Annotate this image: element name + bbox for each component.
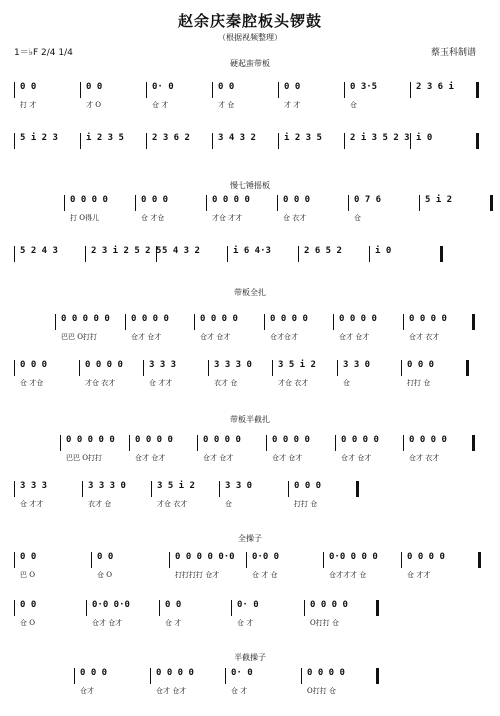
barline [150, 668, 151, 684]
measure-notes: 0 3·5 [350, 82, 378, 92]
barline [146, 82, 147, 98]
barline [125, 314, 126, 330]
barline [79, 360, 80, 376]
barline [86, 600, 87, 616]
measure-notes: i 2 3 5 [284, 133, 322, 143]
measure-notes: 0 0 0 [141, 195, 169, 205]
percussion-syllables: 仓才 [80, 687, 94, 695]
percussion-syllables: 仓才 仓才 [156, 687, 187, 695]
percussion-syllables: 衣才 仓 [214, 379, 238, 387]
barline [14, 600, 15, 616]
barline [298, 246, 299, 262]
percussion-syllables: 才仓 才才 [212, 214, 243, 222]
notation-row [74, 668, 376, 700]
final-barline [478, 552, 481, 568]
percussion-syllables: 才仓 衣才 [157, 500, 188, 508]
section-title: 硬起蛮带板 [230, 59, 270, 68]
barline [264, 314, 265, 330]
barline [403, 435, 404, 451]
measure-notes: 0 0 [86, 82, 103, 92]
final-barline [466, 360, 469, 376]
barline [401, 552, 402, 568]
measure-notes: 0 0 0 [283, 195, 311, 205]
notation-row [14, 481, 356, 513]
percussion-syllables: 仓 才 [165, 619, 182, 627]
measure-notes: 0 0 0 [80, 668, 108, 678]
barline [333, 314, 334, 330]
barline [169, 552, 170, 568]
barline [14, 246, 15, 262]
measure-notes: 0 0 0 [20, 360, 48, 370]
final-barline [472, 314, 475, 330]
barline [135, 195, 136, 211]
percussion-syllables: 仓 [343, 379, 350, 387]
percussion-syllables: 仓才 仓才 [200, 333, 231, 341]
percussion-syllables: 仓 O [20, 619, 35, 627]
percussion-syllables: 仓 才才 [20, 500, 44, 508]
barline [337, 360, 338, 376]
percussion-syllables: 仓才 仓才 [92, 619, 123, 627]
notation-row [14, 133, 476, 165]
percussion-syllables: 仓才 仓才 [341, 454, 372, 462]
final-barline [440, 246, 443, 262]
barline [246, 552, 247, 568]
measure-notes: 0 0 0 0 [156, 668, 194, 678]
barline [212, 82, 213, 98]
final-barline [356, 481, 359, 497]
barline [206, 195, 207, 211]
barline [60, 435, 61, 451]
measure-notes: 0 0 [20, 600, 37, 610]
barline [369, 246, 370, 262]
percussion-syllables: 巴 O [20, 571, 35, 579]
barline [212, 133, 213, 149]
measure-notes: 5 4 3 2 [162, 246, 200, 256]
percussion-syllables: 仓 [354, 214, 361, 222]
barline [410, 133, 411, 149]
percussion-syllables: O打打 仓 [307, 687, 336, 695]
section-title: 带板半截扎 [230, 415, 270, 424]
barline [129, 435, 130, 451]
percussion-syllables: 仓 [225, 500, 232, 508]
percussion-syllables: 仓才才才 仓 [329, 571, 367, 579]
final-barline [472, 435, 475, 451]
barline [266, 435, 267, 451]
percussion-syllables: 仓才 仓才 [203, 454, 234, 462]
barline [146, 133, 147, 149]
barline [14, 82, 15, 98]
notation-row [64, 195, 490, 227]
measure-notes: 0 0 0 0 [272, 435, 310, 445]
final-barline [376, 668, 379, 684]
barline [14, 133, 15, 149]
measure-notes: 0 0 [97, 552, 114, 562]
percussion-syllables: 仓才 仓才 [272, 454, 303, 462]
barline [231, 600, 232, 616]
section-title: 带板全扎 [234, 288, 266, 297]
barline [74, 668, 75, 684]
barline [80, 82, 81, 98]
measure-notes: 3 5 i 2 [157, 481, 195, 491]
measure-notes: 0 0 0 0 0·0 [175, 552, 235, 562]
measure-notes: 0 0 0 0 [131, 314, 169, 324]
section-title: 半截操子 [234, 653, 266, 662]
percussion-syllables: 仓 才 [231, 687, 248, 695]
measure-notes: 3 3 3 [149, 360, 177, 370]
barline [82, 481, 83, 497]
measure-notes: 2 3 i 2 5 2 5 [91, 246, 162, 256]
barline [159, 600, 160, 616]
percussion-syllables: 仓 才仓 [141, 214, 165, 222]
measure-notes: 3 3 0 [343, 360, 371, 370]
measure-notes: 5 2 4 3 [20, 246, 58, 256]
percussion-syllables: 打打 仓 [407, 379, 431, 387]
measure-notes: 0·0 0 [252, 552, 280, 562]
percussion-syllables: 才 才 [284, 101, 301, 109]
notation-row [55, 314, 472, 346]
notation-row [14, 360, 466, 392]
measure-notes: 0·0 0·0 [92, 600, 130, 610]
percussion-syllables: 仓才 衣才 [409, 454, 440, 462]
barline [348, 195, 349, 211]
measure-notes: i 2 3 5 [86, 133, 124, 143]
measure-notes: i 0 [416, 133, 433, 143]
measure-notes: 3 3 0 [225, 481, 253, 491]
barline [344, 133, 345, 149]
measure-notes: 2 3 6 2 [152, 133, 190, 143]
measure-notes: 2 6 5 2 [304, 246, 342, 256]
notation-row [14, 552, 478, 584]
barline [151, 481, 152, 497]
barline [401, 360, 402, 376]
measure-notes: 0 0 [218, 82, 235, 92]
barline [208, 360, 209, 376]
barline [194, 314, 195, 330]
percussion-syllables: 打打 仓 [294, 500, 318, 508]
section-title: 慢七锤摇板 [230, 181, 270, 190]
barline [225, 668, 226, 684]
barline [14, 360, 15, 376]
transcriber-credit: 蔡玉科制谱 [430, 48, 476, 58]
key-signature: 1＝♭F 2/4 1/4 [14, 48, 73, 58]
barline [80, 133, 81, 149]
measure-notes: 0 0 0 0 [85, 360, 123, 370]
barline [410, 82, 411, 98]
measure-notes: 0 0 0 0 [407, 552, 445, 562]
measure-notes: 0 0 [20, 552, 37, 562]
measure-notes: 0 0 0 0 [135, 435, 173, 445]
barline [14, 481, 15, 497]
measure-notes: 2 i 3 5 2 3 [350, 133, 410, 143]
barline [403, 314, 404, 330]
barline [301, 668, 302, 684]
measure-notes: 5 i 2 [425, 195, 453, 205]
measure-notes: 0 0 0 0 [200, 314, 238, 324]
measure-notes: i 0 [375, 246, 392, 256]
notation-row [60, 435, 472, 467]
percussion-syllables: 仓 才才 [407, 571, 431, 579]
barline [278, 133, 279, 149]
percussion-syllables: 仓才 仓才 [135, 454, 166, 462]
barline [344, 82, 345, 98]
measure-notes: 0· 0 [152, 82, 174, 92]
measure-notes: 0 0 0 0 [339, 314, 377, 324]
measure-notes: 3 4 3 2 [218, 133, 256, 143]
final-barline [476, 133, 479, 149]
percussion-syllables: 仓才 仓才 [339, 333, 370, 341]
percussion-syllables: 打 O得儿 [70, 214, 99, 222]
barline [91, 552, 92, 568]
measure-notes: 3 3 3 0 [88, 481, 126, 491]
measure-notes: 0 0 0 0 [409, 314, 447, 324]
measure-notes: 0 0 0 0 [409, 435, 447, 445]
percussion-syllables: 打打打打 仓才 [175, 571, 220, 579]
measure-notes: 5 i 2 3 [20, 133, 58, 143]
measure-notes: 0 0 0 [294, 481, 322, 491]
barline [288, 481, 289, 497]
measure-notes: 2 3 6 i [416, 82, 454, 92]
percussion-syllables: 仓 [350, 101, 357, 109]
percussion-syllables: 巴巴 O打打 [61, 333, 97, 341]
measure-notes: 0 0 0 0 [341, 435, 379, 445]
percussion-syllables: 仓 才仓 [20, 379, 44, 387]
measure-notes: 3 3 3 0 [214, 360, 252, 370]
barline [323, 552, 324, 568]
notation-row [14, 246, 440, 278]
percussion-syllables: 仓才仓才 [270, 333, 298, 341]
percussion-syllables: 仓 才 [152, 101, 169, 109]
measure-notes: 0· 0 [231, 668, 253, 678]
score-subtitle: （根据视频整理） [218, 33, 282, 42]
measure-notes: 0 0 [20, 82, 37, 92]
percussion-syllables: 打 才 [20, 101, 37, 109]
percussion-syllables: 才仓 衣才 [85, 379, 116, 387]
barline [419, 195, 420, 211]
percussion-syllables: 仓 才 [237, 619, 254, 627]
barline [304, 600, 305, 616]
barline [64, 195, 65, 211]
percussion-syllables: 衣才 仓 [88, 500, 112, 508]
measure-notes: i 6 4·3 [233, 246, 271, 256]
notation-row [14, 82, 476, 114]
percussion-syllables: O打打 仓 [310, 619, 339, 627]
percussion-syllables: 巴巴 O打打 [66, 454, 102, 462]
barline [335, 435, 336, 451]
percussion-syllables: 仓 才 仓 [252, 571, 278, 579]
measure-notes: 3 3 3 [20, 481, 48, 491]
measure-notes: 0 0 0 0 [70, 195, 108, 205]
barline [219, 481, 220, 497]
barline [278, 82, 279, 98]
measure-notes: 0 0 0 0 [212, 195, 250, 205]
measure-notes: 0 0 [165, 600, 182, 610]
section-title: 全操子 [238, 534, 262, 543]
barline [277, 195, 278, 211]
percussion-syllables: 才 O [86, 101, 101, 109]
percussion-syllables: 才 仓 [218, 101, 235, 109]
barline [14, 552, 15, 568]
measure-notes: 3 5 i 2 [278, 360, 316, 370]
percussion-syllables: 仓才 仓才 [131, 333, 162, 341]
measure-notes: 0 0 0 [407, 360, 435, 370]
measure-notes: 0 0 0 0 [270, 314, 308, 324]
final-barline [476, 82, 479, 98]
notation-row [14, 600, 376, 632]
percussion-syllables: 仓 才才 [149, 379, 173, 387]
barline [197, 435, 198, 451]
measure-notes: 0 0 0 0 0 [61, 314, 110, 324]
barline [227, 246, 228, 262]
score-title: 赵余庆秦腔板头锣鼓 [177, 12, 322, 30]
measure-notes: 0· 0 [237, 600, 259, 610]
barline [272, 360, 273, 376]
measure-notes: 0 0 0 0 0 [66, 435, 115, 445]
measure-notes: 0 0 0 0 [203, 435, 241, 445]
barline [85, 246, 86, 262]
measure-notes: 0·0 0 0 0 [329, 552, 378, 562]
final-barline [490, 195, 493, 211]
barline [143, 360, 144, 376]
final-barline [376, 600, 379, 616]
barline [55, 314, 56, 330]
percussion-syllables: 仓 O [97, 571, 112, 579]
measure-notes: 0 7 6 [354, 195, 382, 205]
percussion-syllables: 仓 衣才 [283, 214, 307, 222]
measure-notes: 0 0 [284, 82, 301, 92]
percussion-syllables: 仓才 衣才 [409, 333, 440, 341]
percussion-syllables: 才仓 衣才 [278, 379, 309, 387]
measure-notes: 0 0 0 0 [310, 600, 348, 610]
measure-notes: 0 0 0 0 [307, 668, 345, 678]
